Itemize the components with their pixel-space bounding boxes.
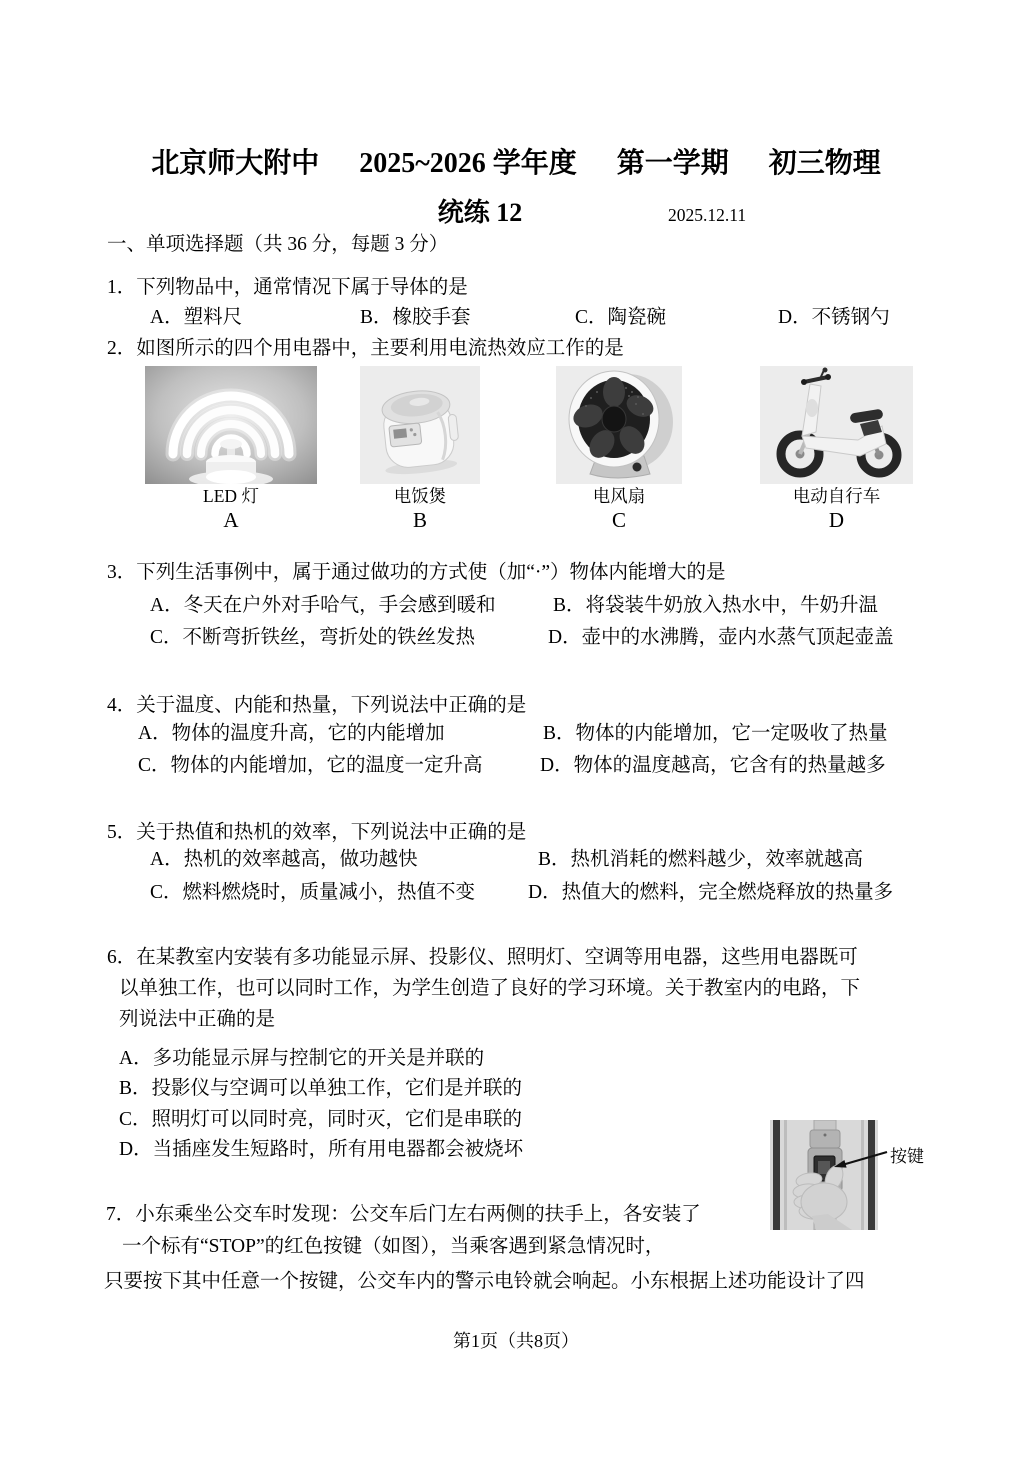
page-number: 第1页（共8页） <box>453 1331 579 1351</box>
question-6-stem-line2: 以单独工作，也可以同时工作，为学生创造了良好的学习环境。关于教室内的电路，下 <box>119 978 861 999</box>
q4-option-b: B．物体的内能增加，它一定吸收了热量 <box>543 723 888 744</box>
figure-b-caption: 电饭煲 <box>393 486 447 506</box>
question-7-stem-line2: 一个标有“STOP”的红色按键（如图），当乘客遇到紧急情况时， <box>122 1236 665 1257</box>
figure-c-caption: 电风扇 <box>592 486 646 506</box>
rice-cooker-image <box>360 366 480 484</box>
q3-option-d: D．壶中的水沸腾，壶内水蒸气顶起壶盖 <box>548 627 894 648</box>
figure-a-caption: LED 灯 <box>203 486 259 506</box>
q3-option-a: A．冬天在户外对手哈气，手会感到暖和 <box>150 595 496 616</box>
q1-option-b: B．橡胶手套 <box>360 307 471 328</box>
question-1-stem: 1．下列物品中，通常情况下属于导体的是 <box>107 277 468 298</box>
question-4-options-row2 <box>138 754 886 777</box>
q4-option-d: D．物体的温度越高，它含有的热量越多 <box>540 755 886 776</box>
figure-electric-bicycle <box>760 366 913 532</box>
school-name: 北京师大附中 <box>151 148 320 179</box>
bus-stop-button-photo <box>770 1120 878 1230</box>
q1-option-c: C．陶瓷碗 <box>575 307 667 328</box>
q5-option-d: D．热值大的燃料，完全燃烧释放的热量多 <box>528 882 894 903</box>
figure-d-letter: D <box>828 508 845 533</box>
question-7-stem-line1: 7．小东乘坐公交车时发现：公交车后门左右两侧的扶手上，各安装了 <box>106 1204 701 1225</box>
exam-number-title: 统练 12 <box>437 198 523 227</box>
subject: 初三物理 <box>768 148 881 179</box>
electric-fan-image <box>556 366 682 484</box>
q6-option-a: A．多功能显示屏与控制它的开关是并联的 <box>119 1048 485 1069</box>
question-5-options-row1 <box>150 848 863 871</box>
figure-b-letter: B <box>412 508 427 533</box>
school-year: 2025~2026 学年度 <box>359 148 577 179</box>
q6-option-d: D．当插座发生短路时，所有用电器都会被烧坏 <box>119 1139 524 1160</box>
question-6-stem-line1: 6．在某教室内安装有多功能显示屏、投影仪、照明灯、空调等用电器，这些用电器既可 <box>107 947 858 968</box>
figure-electric-fan <box>556 366 682 532</box>
question-2-figures <box>107 366 913 532</box>
q4-option-a: A．物体的温度升高，它的内能增加 <box>138 723 445 744</box>
question-2-stem: 2．如图所示的四个用电器中，主要利用电流热效应工作的是 <box>107 338 624 359</box>
question-4-stem: 4．关于温度、内能和热量，下列说法中正确的是 <box>107 695 527 716</box>
exam-subtitle-line <box>0 192 1032 229</box>
q3-option-c: C．不断弯折铁丝，弯折处的铁丝发热 <box>150 627 476 648</box>
figure-d-caption: 电动自行车 <box>792 486 881 506</box>
question-7-stem-line3: 只要按下其中任意一个按键，公交车内的警示电铃就会响起。小东根据上述功能设计了四 <box>104 1271 865 1292</box>
led-lamp-image <box>145 366 317 484</box>
semester: 第一学期 <box>616 148 729 179</box>
exam-date: 2025.12.11 <box>668 205 747 225</box>
question-3-options-row1 <box>150 594 878 617</box>
question-5-stem: 5．关于热值和热机的效率，下列说法中正确的是 <box>107 822 527 843</box>
q1-option-a: A．塑料尺 <box>150 307 243 328</box>
question-5-options-row2 <box>150 881 893 904</box>
q6-option-b: B．投影仪与空调可以单独工作，它们是并联的 <box>119 1078 523 1099</box>
question-4-options-row1 <box>138 722 888 745</box>
q5-option-b: B．热机消耗的燃料越少，效率就越高 <box>538 849 864 870</box>
q5-option-c: C．燃料燃烧时，质量减小，热值不变 <box>150 882 476 903</box>
figure-led-lamp <box>145 366 317 532</box>
q4-option-c: C．物体的内能增加，它的温度一定升高 <box>138 755 483 776</box>
q5-option-a: A．热机的效率越高，做功越快 <box>150 849 418 870</box>
question-3-options-row2 <box>150 626 894 649</box>
question-7-figure <box>770 1120 940 1236</box>
question-1-options <box>150 306 890 329</box>
section-heading: 一、单项选择题（共 36 分，每题 3 分） <box>107 234 449 255</box>
q3-option-b: B．将袋装牛奶放入热水中，牛奶升温 <box>553 595 879 616</box>
figure-c-letter: C <box>611 508 626 533</box>
exam-title-line <box>0 141 1032 181</box>
question-3-stem: 3．下列生活事例中，属于通过做功的方式使（加“·”）物体内能增大的是 <box>107 562 726 583</box>
electric-bicycle-image <box>760 366 913 484</box>
q6-option-c: C．照明灯可以同时亮，同时灭，它们是串联的 <box>119 1109 523 1130</box>
question-6-stem-line3: 列说法中正确的是 <box>119 1009 276 1030</box>
q1-option-d: D．不锈钢勺 <box>778 307 890 328</box>
figure-a-letter: A <box>223 508 239 533</box>
figure-rice-cooker <box>360 366 480 532</box>
button-label: 按键 <box>890 1147 924 1166</box>
